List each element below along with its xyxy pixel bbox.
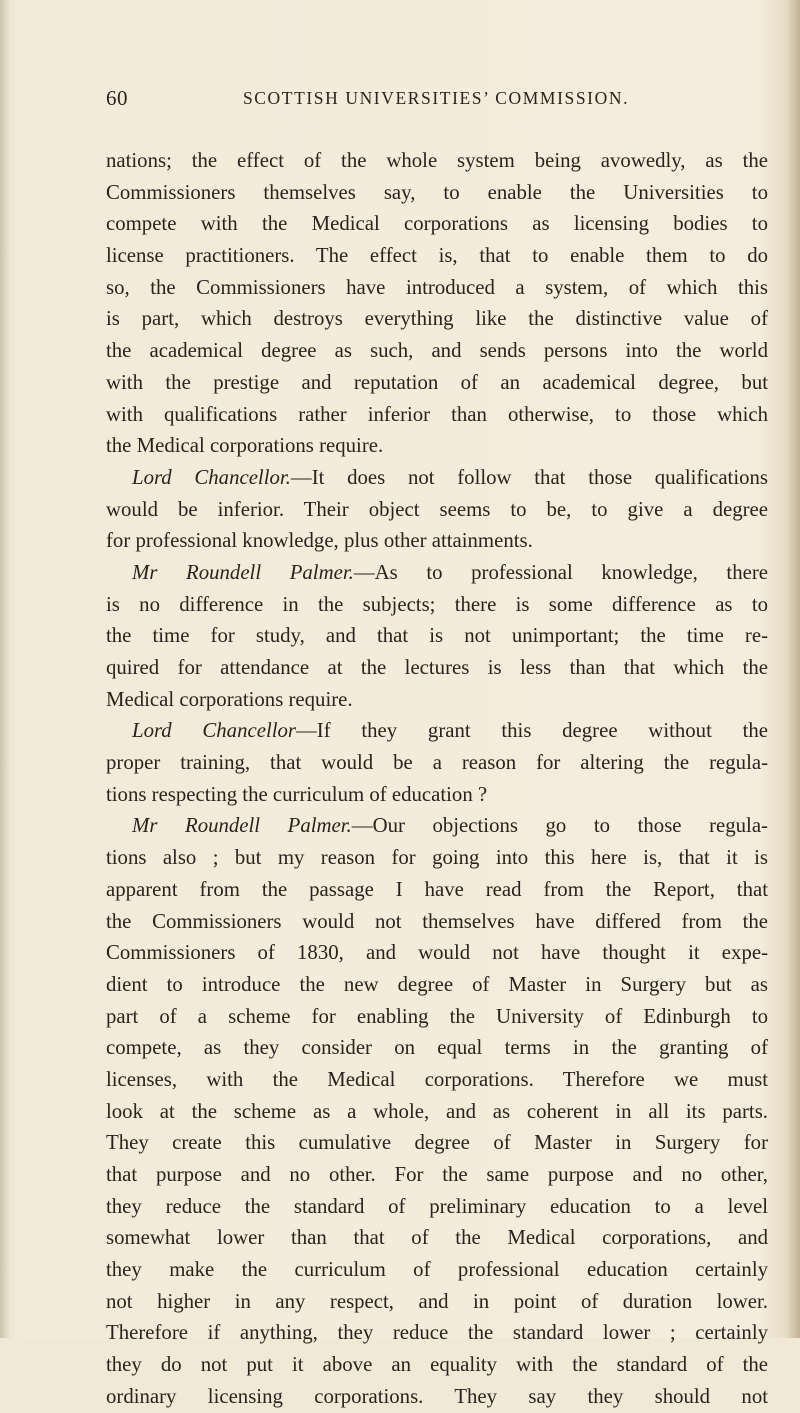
- text-line: look at the scheme as a whole, and as coherent in all its parts.: [106, 1099, 768, 1123]
- text-line: so, the Commissioners have introduced a system, of which this: [106, 275, 768, 299]
- page-number: 60: [106, 86, 128, 110]
- text-line: would be inferior. Their object seems to be, to give a degree: [106, 497, 768, 521]
- text-line: Lord Chancellor—If they grant this degree without the: [132, 719, 768, 743]
- speaker-name: Mr Roundell Palmer.: [132, 560, 354, 584]
- text-line: Commissioners themselves say, to enable the Universities to: [106, 180, 768, 204]
- text-line: the Commissioners would not themselves have differed from the: [106, 909, 768, 933]
- text-line: they do not put it above an equality with the standard of the: [106, 1353, 768, 1377]
- text-line: is part, which destroys everything like the distinctive value of: [106, 307, 768, 331]
- text-line: they make the curriculum of professional education certainly: [106, 1258, 768, 1282]
- text-line: tions respecting the curriculum of education ?: [106, 782, 488, 806]
- body-text: [106, 145, 768, 1413]
- text-line: the academical degree as such, and sends persons into the world: [106, 339, 768, 363]
- running-head: SCOTTISH UNIVERSITIES’ COMMISSION.: [242, 88, 630, 108]
- speaker-name: Lord Chancellor.: [132, 465, 291, 489]
- text-line: ordinary licensing corporations. They say they should not: [106, 1384, 768, 1408]
- text-line: licenses, with the Medical corporations. Therefore we must: [106, 1067, 768, 1091]
- text-line: Mr Roundell Palmer.—Our objections go to those regula-: [132, 814, 768, 838]
- speaker-name: Mr Roundell Palmer.: [132, 814, 352, 838]
- text-line: apparent from the passage I have read from the Report, that: [106, 877, 768, 901]
- text-line: Commissioners of 1830, and would not have thought it expe-: [106, 941, 768, 965]
- text-line: compete, as they consider on equal terms in the granting of: [106, 1036, 768, 1060]
- text-line: is no difference in the subjects; there is some difference as to: [106, 592, 768, 616]
- text-line: compete with the Medical corporations as licensing bodies to: [106, 212, 768, 236]
- text-line: Therefore if anything, they reduce the standard lower ; certainly: [106, 1321, 768, 1345]
- text-line: proper training, that would be a reason for altering the regula-: [106, 751, 768, 775]
- text-line: tions also ; but my reason for going into this here is, that it is: [106, 846, 768, 870]
- text-line: for professional knowledge, plus other attainments.: [106, 529, 533, 553]
- page-header: [106, 86, 766, 116]
- text-line: part of a scheme for enabling the University of Edinburgh to: [106, 1004, 768, 1028]
- text-line: Medical corporations require.: [106, 687, 353, 711]
- text-line: they reduce the standard of preliminary education to a level: [106, 1194, 768, 1218]
- text-line: that purpose and no other. For the same purpose and no other,: [106, 1163, 768, 1186]
- text-line: license practitioners. The effect is, that to enable them to do: [106, 244, 768, 268]
- text-line: dient to introduce the new degree of Master in Surgery but as: [106, 972, 768, 996]
- speaker-name: Lord Chancellor: [132, 719, 296, 743]
- text-line: nations; the effect of the whole system being avowedly, as the: [106, 149, 768, 172]
- text-line: Mr Roundell Palmer.—As to professional knowledge, there: [132, 560, 768, 584]
- text-line: with the prestige and reputation of an academical degree, but: [106, 370, 768, 394]
- text-line: They create this cumulative degree of Master in Surgery for: [106, 1131, 768, 1155]
- text-line: not higher in any respect, and in point of duration lower.: [106, 1289, 768, 1313]
- page-edge-right: [786, 0, 800, 1338]
- text-line: quired for attendance at the lectures is less than that which the: [106, 656, 768, 679]
- text-line: somewhat lower than that of the Medical corporations, and: [106, 1226, 768, 1250]
- text-line: Lord Chancellor.—It does not follow that those qualifications: [132, 465, 769, 489]
- text-line: with qualifications rather inferior than otherwise, to those which: [106, 402, 768, 426]
- text-line: the Medical corporations require.: [106, 434, 384, 458]
- page-edge-left: [0, 0, 10, 1338]
- text-line: the time for study, and that is not unimportant; the time re-: [106, 624, 768, 648]
